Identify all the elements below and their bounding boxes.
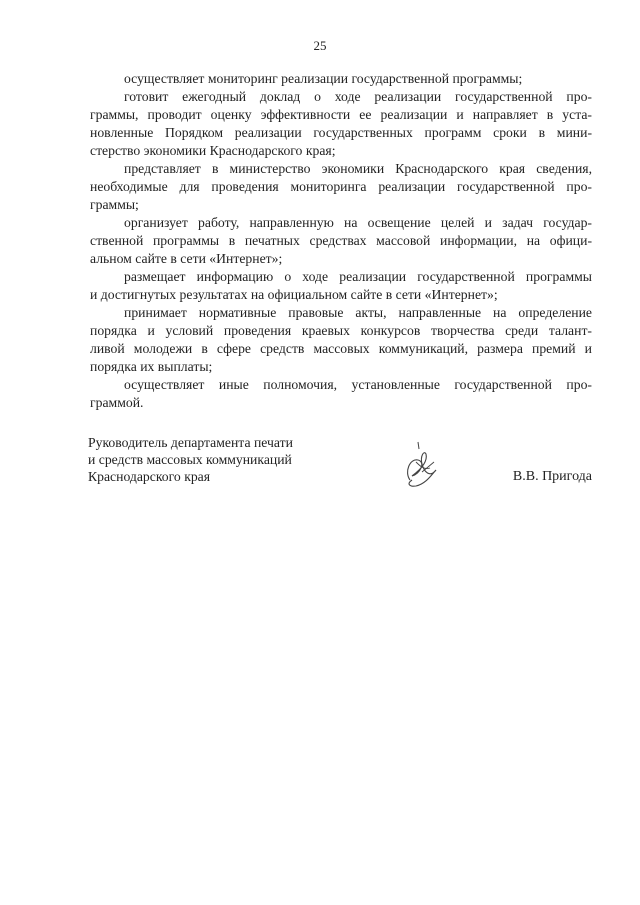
- text-line: размещает информацию о ходе реализации государственной программы: [124, 269, 592, 284]
- text-line: ственной программы в печатных средствах массовой информации, на офици-: [90, 233, 592, 248]
- text-line: готовит ежегодный доклад о ходе реализации государственной про-: [124, 89, 592, 104]
- text-line: граммой.: [90, 395, 144, 410]
- text-line: порядка и условий проведения краевых конкурсов творчества среди талант-: [90, 323, 592, 338]
- text-line: ливой молодежи в сфере средств массовых коммуникаций, размера премий и: [90, 341, 592, 356]
- signatory-title: [88, 434, 293, 485]
- text-line: необходимые для проведения мониторинга реализации государственной про-: [90, 179, 592, 194]
- document-body: [90, 70, 592, 412]
- text-line: и достигнутых результатах на официальном сайте в сети «Интернет»;: [90, 287, 498, 302]
- text-line: граммы;: [90, 197, 139, 212]
- text-line: граммы, проводит оценку эффективности ее реализации и направляет в уста-: [90, 107, 592, 122]
- text-line: принимает нормативные правовые акты, направленные на определение: [124, 305, 592, 320]
- signatory-name: В.В. Пригода: [512, 469, 592, 484]
- handwritten-signature: [396, 440, 444, 492]
- signatory-title-line: Руководитель департамента печати: [88, 435, 293, 450]
- signatory-title-line: Краснодарского края: [88, 469, 211, 484]
- page-number: 25: [313, 38, 327, 53]
- text-line: организует работу, направленную на освещение целей и задач государ-: [124, 215, 592, 230]
- signature-block: [88, 434, 592, 494]
- signatory-title-line: и средств массовых коммуникаций: [88, 452, 292, 467]
- text-line: порядка их выплаты;: [90, 359, 213, 374]
- text-line: осуществляет мониторинг реализации государственной программы;: [124, 71, 523, 86]
- text-line: новленные Порядком реализации государственных программ сроки в мини-: [90, 125, 592, 140]
- text-line: стерство экономики Краснодарского края;: [90, 143, 336, 158]
- text-line: представляет в министерство экономики Краснодарского края сведения,: [124, 161, 592, 176]
- text-line: альном сайте в сети «Интернет»;: [90, 251, 283, 266]
- text-line: осуществляет иные полномочия, установленные государственной про-: [124, 377, 592, 392]
